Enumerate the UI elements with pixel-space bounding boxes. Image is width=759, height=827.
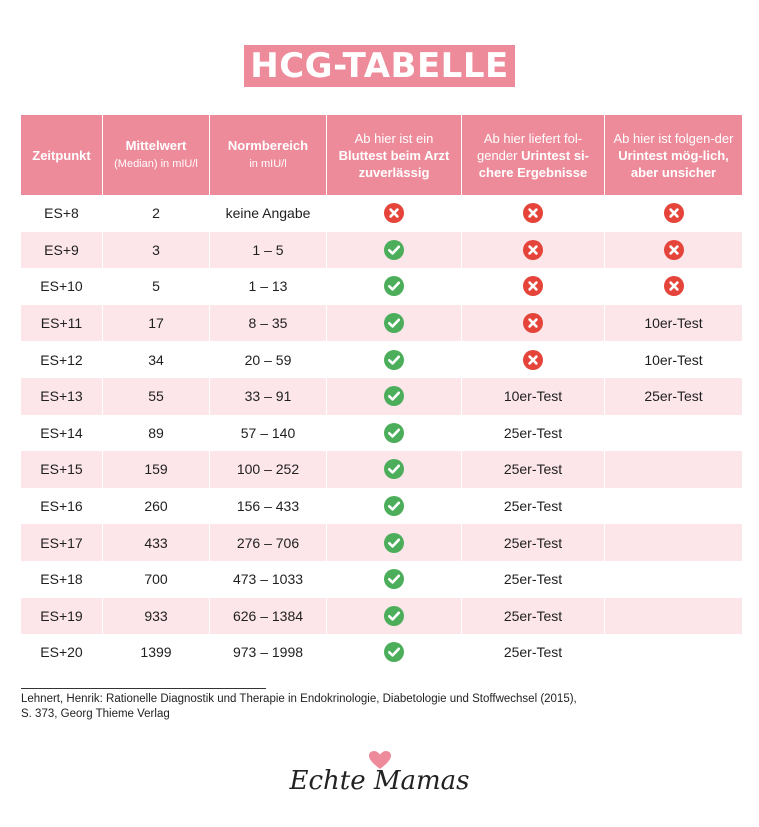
header-urintest-unsicher: Ab hier ist folgen-der Urintest mög-lich, aber unsicher [605,115,742,195]
cell-normbereich: 473 – 1033 [210,561,327,598]
cell-normbereich: 100 – 252 [210,451,327,488]
cell-mittelwert: 700 [103,561,210,598]
header-bluttest: Ab hier ist ein Bluttest beim Arzt zuverlässig [327,115,462,195]
table-row [21,524,742,561]
cell-urintest-sicher [462,341,605,378]
cell-bluttest [327,415,462,452]
table-row [21,598,742,635]
cell-urintest-sicher [462,268,605,305]
cell-urintest-unsicher: 10er-Test [605,305,742,342]
table-row [21,305,742,342]
cell-urintest-sicher: 25er-Test [462,415,605,452]
echte-mamas-logo [0,750,759,796]
check-icon [384,533,404,553]
check-icon [384,642,404,662]
cell-bluttest [327,232,462,269]
cross-icon [523,350,543,370]
table-row [21,561,742,598]
cell-normbereich: 276 – 706 [210,524,327,561]
cell-bluttest [327,598,462,635]
check-icon [384,386,404,406]
cell-urintest-unsicher [605,232,742,269]
cross-icon [384,203,404,223]
cell-urintest-unsicher [605,415,742,452]
cross-icon [523,240,543,260]
cell-mittelwert: 3 [103,232,210,269]
cell-mittelwert: 260 [103,488,210,525]
cell-urintest-unsicher: 10er-Test [605,341,742,378]
table-row [21,634,742,671]
cell-urintest-unsicher [605,451,742,488]
cell-mittelwert: 34 [103,341,210,378]
cell-mittelwert: 17 [103,305,210,342]
header-mittelwert: Mittelwert (Median) in mIU/l [103,115,210,195]
cell-zeitpunkt: ES+15 [21,451,103,488]
cell-urintest-unsicher [605,598,742,635]
cell-urintest-sicher [462,305,605,342]
table-body [21,195,742,671]
title-wrap [0,45,759,87]
cell-urintest-unsicher [605,634,742,671]
cell-bluttest [327,305,462,342]
cell-bluttest [327,561,462,598]
cell-normbereich: keine Angabe [210,195,327,232]
cell-zeitpunkt: ES+20 [21,634,103,671]
cell-urintest-sicher: 25er-Test [462,561,605,598]
cell-normbereich: 626 – 1384 [210,598,327,635]
cell-normbereich: 33 – 91 [210,378,327,415]
cell-bluttest [327,451,462,488]
cell-bluttest [327,634,462,671]
cell-bluttest [327,524,462,561]
check-icon [384,496,404,516]
cell-normbereich: 8 – 35 [210,305,327,342]
check-icon [384,606,404,626]
cell-urintest-unsicher [605,488,742,525]
cell-zeitpunkt: ES+18 [21,561,103,598]
table-row [21,378,742,415]
table-row [21,232,742,269]
cell-urintest-unsicher [605,524,742,561]
cell-urintest-sicher: 25er-Test [462,488,605,525]
cell-urintest-unsicher [605,561,742,598]
check-icon [384,423,404,443]
cell-bluttest [327,195,462,232]
cell-bluttest [327,341,462,378]
cell-normbereich: 973 – 1998 [210,634,327,671]
cross-icon [664,276,684,296]
cross-icon [523,276,543,296]
cell-mittelwert: 433 [103,524,210,561]
check-icon [384,569,404,589]
table-row [21,415,742,452]
cell-urintest-sicher: 25er-Test [462,634,605,671]
cell-mittelwert: 159 [103,451,210,488]
cell-mittelwert: 1399 [103,634,210,671]
cell-zeitpunkt: ES+13 [21,378,103,415]
cell-bluttest [327,268,462,305]
cross-icon [523,313,543,333]
table-row [21,195,742,232]
footnote-divider [21,688,266,689]
header-row [21,115,742,195]
hcg-table [21,115,742,671]
cell-zeitpunkt: ES+12 [21,341,103,378]
cell-zeitpunkt: ES+8 [21,195,103,232]
cell-zeitpunkt: ES+19 [21,598,103,635]
cell-zeitpunkt: ES+10 [21,268,103,305]
check-icon [384,459,404,479]
cell-zeitpunkt: ES+9 [21,232,103,269]
cell-urintest-unsicher: 25er-Test [605,378,742,415]
cell-normbereich: 156 – 433 [210,488,327,525]
cell-zeitpunkt: ES+17 [21,524,103,561]
header-normbereich: Normbereich in mIU/l [210,115,327,195]
cell-mittelwert: 933 [103,598,210,635]
cell-bluttest [327,378,462,415]
cell-urintest-sicher: 10er-Test [462,378,605,415]
cell-mittelwert: 55 [103,378,210,415]
cell-urintest-sicher: 25er-Test [462,598,605,635]
cross-icon [664,240,684,260]
cell-normbereich: 1 – 13 [210,268,327,305]
table-row [21,268,742,305]
cross-icon [523,203,543,223]
check-icon [384,350,404,370]
cell-zeitpunkt: ES+11 [21,305,103,342]
cell-urintest-unsicher [605,195,742,232]
check-icon [384,240,404,260]
cell-urintest-sicher: 25er-Test [462,524,605,561]
check-icon [384,276,404,296]
cell-urintest-sicher: 25er-Test [462,451,605,488]
cell-urintest-sicher [462,195,605,232]
table-row [21,451,742,488]
footnote-source: Lehnert, Henrik: Rationelle Diagnostik und Therapie in Endokrinologie, Diabetologie und Stoffwechsel (2015), S. 373, Georg Thieme Verlag [21,693,577,720]
check-icon [384,313,404,333]
table-row [21,488,742,525]
cell-normbereich: 1 – 5 [210,232,327,269]
cell-zeitpunkt: ES+16 [21,488,103,525]
cross-icon [664,203,684,223]
cell-mittelwert: 89 [103,415,210,452]
cell-urintest-sicher [462,232,605,269]
cell-mittelwert: 5 [103,268,210,305]
cell-bluttest [327,488,462,525]
header-zeitpunkt: Zeitpunkt [21,115,103,195]
cell-normbereich: 20 – 59 [210,341,327,378]
logo-wordmark: Echte Mamas [289,766,470,796]
cell-zeitpunkt: ES+14 [21,415,103,452]
page-title: HCG-TABELLE [244,45,515,87]
header-urintest-sicher: Ab hier liefert fol-gender Urintest si-chere Ergebnisse [462,115,605,195]
cell-mittelwert: 2 [103,195,210,232]
table-header [21,115,742,195]
cell-urintest-unsicher [605,268,742,305]
table-row [21,341,742,378]
cell-normbereich: 57 – 140 [210,415,327,452]
